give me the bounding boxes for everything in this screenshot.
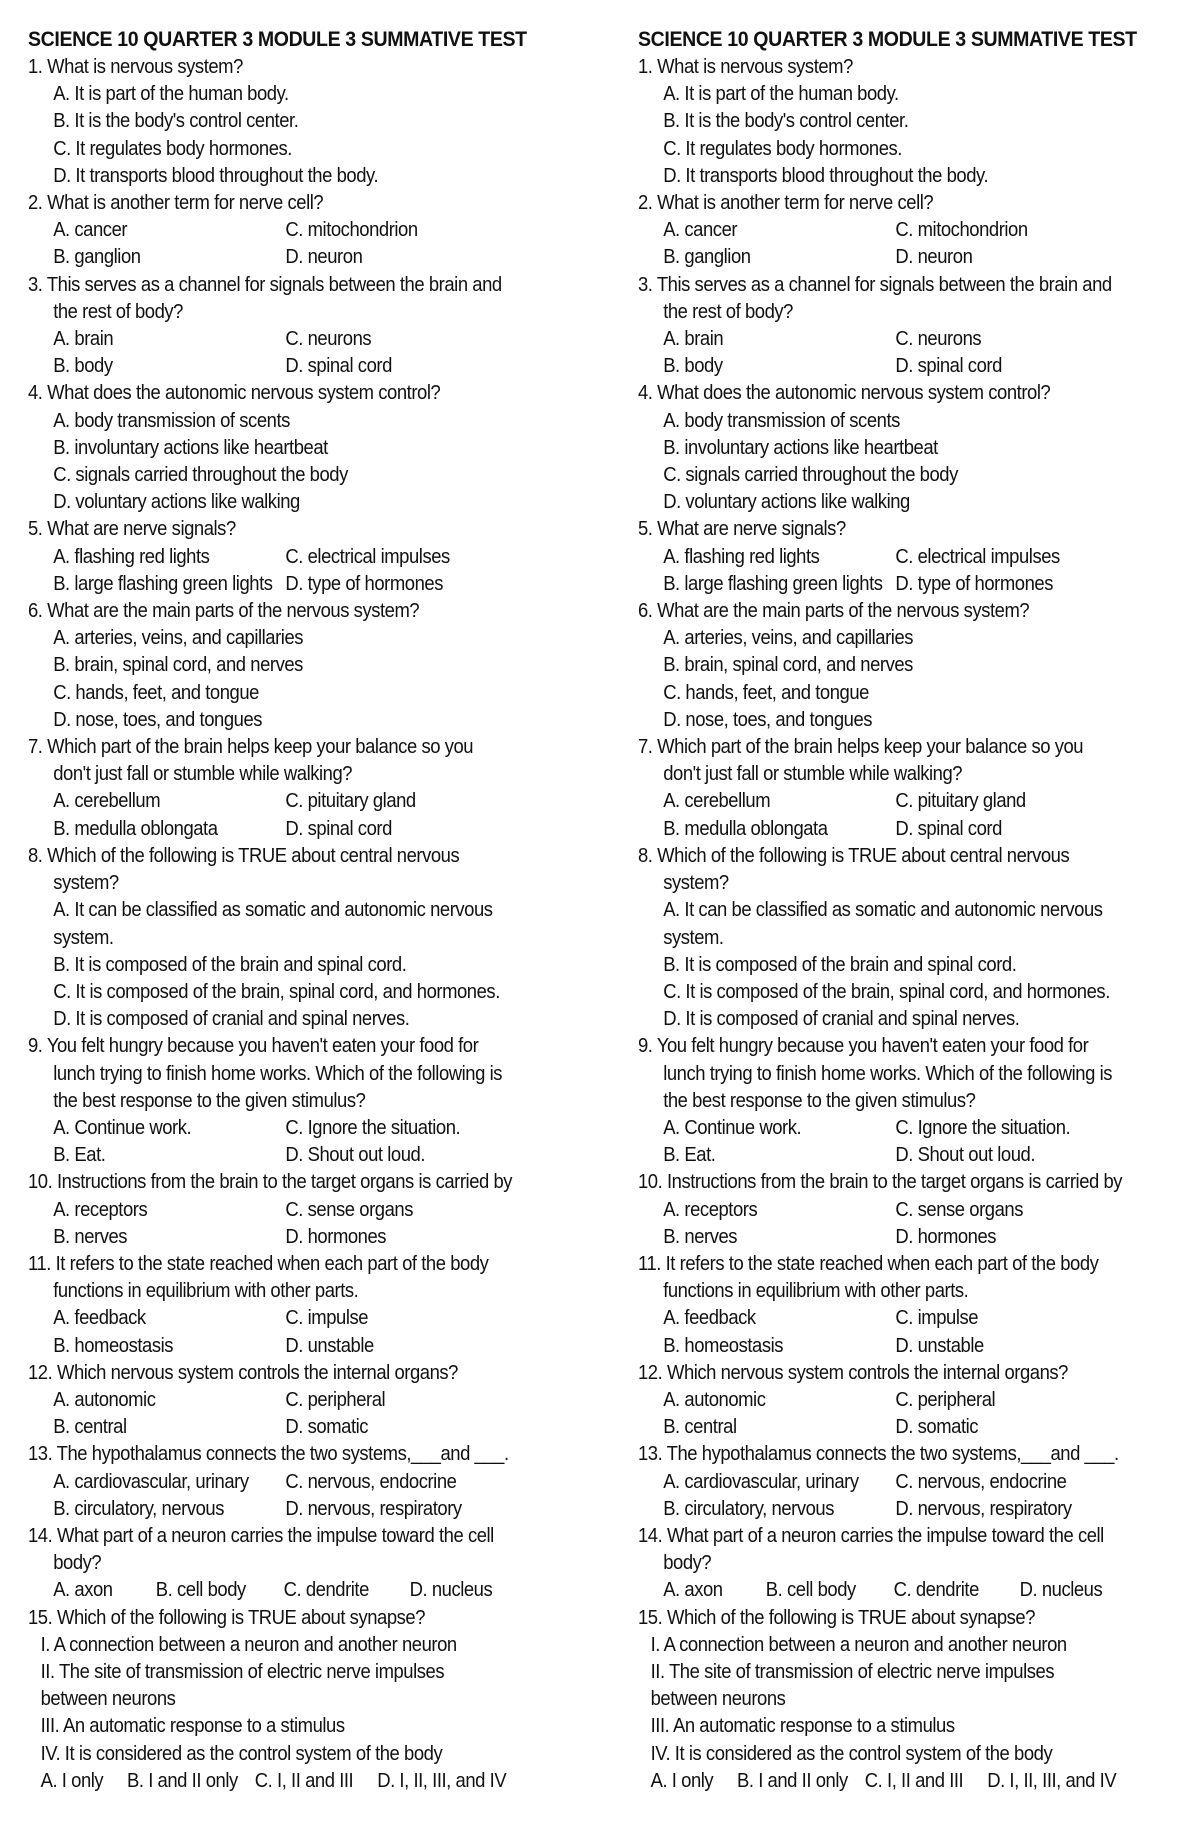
option-a: A. cancer — [663, 218, 738, 242]
option-a: A. axon — [53, 1578, 113, 1602]
option-a: A. flashing red lights — [53, 544, 210, 568]
option-c: C. peripheral — [285, 1387, 386, 1411]
option-d: D. I, II, III, and IV — [987, 1768, 1117, 1792]
option-b: B. large flashing green lights — [663, 571, 883, 595]
option-a: A. It is part of the human body. — [663, 82, 899, 106]
option-a: A. feedback — [53, 1306, 146, 1330]
option-c: C. I, II and III — [864, 1768, 964, 1792]
test-copy-left — [28, 26, 598, 1794]
test-title: SCIENCE 10 QUARTER 3 MODULE 3 SUMMATIVE TEST — [28, 28, 527, 51]
statement-iv: IV. It is considered as the control system of the body — [650, 1741, 1053, 1765]
question-stem: 5. What are nerve signals? — [28, 517, 236, 541]
question-stem: 10. Instructions from the brain to the target organs is carried by — [638, 1170, 1123, 1194]
question-14 — [638, 1522, 1200, 1604]
option-c: C. sense organs — [895, 1197, 1024, 1221]
option-a: A. receptors — [663, 1197, 758, 1221]
statement-ii-cont: between neurons — [650, 1687, 786, 1711]
option-b: B. medulla oblongata — [53, 816, 218, 840]
question-stem-cont: the rest of body? — [663, 299, 793, 323]
question-stem: 3. This serves as a channel for signals between the brain and — [638, 272, 1112, 296]
option-b: B. cell body — [765, 1578, 856, 1602]
option-a: A. It can be classified as somatic and autonomic nervous — [53, 898, 493, 922]
option-d: D. Shout out loud. — [285, 1143, 426, 1167]
question-stem: 7. Which part of the brain helps keep your balance so you — [28, 735, 474, 759]
option-b: B. I and II only — [127, 1768, 238, 1792]
question-12 — [28, 1359, 598, 1441]
question-stem: 14. What part of a neuron carries the impulse toward the cell — [638, 1523, 1104, 1547]
option-c: C. neurons — [895, 327, 982, 351]
question-stem: 2. What is another term for nerve cell? — [28, 191, 324, 215]
option-a: A. flashing red lights — [663, 544, 820, 568]
option-d: D. hormones — [895, 1224, 997, 1248]
question-stem: 4. What does the autonomic nervous system control? — [638, 381, 1051, 405]
option-b: B. It is composed of the brain and spinal cord. — [53, 952, 407, 976]
question-6 — [28, 597, 598, 733]
option-c: C. sense organs — [285, 1197, 414, 1221]
question-12 — [638, 1359, 1200, 1441]
question-stem: 12. Which nervous system controls the internal organs? — [28, 1360, 459, 1384]
option-d: D. spinal cord — [895, 816, 1002, 840]
option-a: A. cardiovascular, urinary — [53, 1469, 249, 1493]
question-stem: 7. Which part of the brain helps keep your balance so you — [638, 735, 1084, 759]
question-stem-cont: the best response to the given stimulus? — [53, 1088, 366, 1112]
question-stem: 8. Which of the following is TRUE about central nervous — [638, 843, 1070, 867]
option-d: D. nose, toes, and tongues — [663, 707, 873, 731]
option-b: B. I and II only — [737, 1768, 848, 1792]
option-d: D. hormones — [285, 1224, 387, 1248]
option-d: D. type of hormones — [285, 571, 443, 595]
option-c: C. electrical impulses — [285, 544, 450, 568]
option-b: B. Eat. — [663, 1143, 716, 1167]
option-d: D. neuron — [285, 245, 363, 269]
option-d: D. somatic — [895, 1415, 979, 1439]
question-stem: 13. The hypothalamus connects the two systems,___and ___. — [28, 1442, 509, 1466]
question-stem: 9. You felt hungry because you haven't eaten your food for — [638, 1034, 1089, 1058]
option-b: B. It is the body's control center. — [663, 109, 909, 133]
test-title: SCIENCE 10 QUARTER 3 MODULE 3 SUMMATIVE TEST — [638, 28, 1137, 51]
question-stem: 14. What part of a neuron carries the impulse toward the cell — [28, 1523, 494, 1547]
option-d: D. type of hormones — [895, 571, 1053, 595]
option-a: A. arteries, veins, and capillaries — [663, 626, 914, 650]
question-10 — [28, 1168, 598, 1250]
question-9 — [28, 1032, 598, 1168]
question-stem-cont: functions in equilibrium with other parts. — [53, 1279, 359, 1303]
question-9 — [638, 1032, 1200, 1168]
option-b: B. central — [663, 1415, 737, 1439]
question-stem-cont: don't just fall or stumble while walking? — [53, 762, 353, 786]
question-stem: 13. The hypothalamus connects the two systems,___and ___. — [638, 1442, 1119, 1466]
question-stem-cont: system? — [53, 871, 119, 895]
option-a: A. receptors — [53, 1197, 148, 1221]
option-d: D. spinal cord — [285, 816, 392, 840]
option-d: D. I, II, III, and IV — [377, 1768, 507, 1792]
option-d: D. voluntary actions like walking — [53, 490, 300, 514]
option-c: C. It is composed of the brain, spinal cord, and hormones. — [53, 979, 500, 1003]
question-11 — [28, 1250, 598, 1359]
option-a: A. cerebellum — [53, 789, 161, 813]
question-stem-cont: the best response to the given stimulus? — [663, 1088, 976, 1112]
option-a: A. autonomic — [663, 1387, 766, 1411]
question-stem: 11. It refers to the state reached when each part of the body — [638, 1251, 1099, 1275]
question-stem: 5. What are nerve signals? — [638, 517, 846, 541]
question-stem-cont: system? — [663, 871, 729, 895]
option-b: B. cell body — [155, 1578, 246, 1602]
statement-iii: III. An automatic response to a stimulus — [40, 1714, 345, 1738]
option-a: A. feedback — [663, 1306, 756, 1330]
option-c: C. mitochondrion — [895, 218, 1028, 242]
question-stem: 2. What is another term for nerve cell? — [638, 191, 934, 215]
option-b: B. medulla oblongata — [663, 816, 828, 840]
option-d: D. nervous, respiratory — [895, 1496, 1072, 1520]
option-c: C. hands, feet, and tongue — [53, 680, 259, 704]
option-c: C. Ignore the situation. — [285, 1115, 461, 1139]
option-a: A. It is part of the human body. — [53, 82, 289, 106]
option-c: C. Ignore the situation. — [895, 1115, 1071, 1139]
question-8 — [638, 842, 1200, 1032]
option-b: B. circulatory, nervous — [663, 1496, 835, 1520]
question-3 — [638, 271, 1200, 380]
question-8 — [28, 842, 598, 1032]
statement-i: I. A connection between a neuron and another neuron — [40, 1632, 457, 1656]
option-b: B. Eat. — [53, 1143, 106, 1167]
question-stem: 4. What does the autonomic nervous system control? — [28, 381, 441, 405]
question-7 — [28, 733, 598, 842]
option-a: A. body transmission of scents — [53, 408, 290, 432]
option-b: B. circulatory, nervous — [53, 1496, 225, 1520]
statement-iv: IV. It is considered as the control system of the body — [40, 1741, 443, 1765]
question-stem: 8. Which of the following is TRUE about central nervous — [28, 843, 460, 867]
statement-ii: II. The site of transmission of electric nerve impulses — [40, 1659, 445, 1683]
option-a-cont: system. — [53, 925, 114, 949]
question-2 — [638, 189, 1200, 271]
option-b: B. homeostasis — [663, 1333, 784, 1357]
option-c: C. nervous, endocrine — [285, 1469, 457, 1493]
option-d: D. neuron — [895, 245, 973, 269]
option-c: C. impulse — [285, 1306, 369, 1330]
question-13 — [638, 1440, 1200, 1522]
question-stem: 11. It refers to the state reached when each part of the body — [28, 1251, 489, 1275]
option-c: C. mitochondrion — [285, 218, 418, 242]
option-b: B. ganglion — [53, 245, 141, 269]
option-b: B. It is composed of the brain and spinal cord. — [663, 952, 1017, 976]
option-d: D. spinal cord — [895, 354, 1002, 378]
question-stem-cont: don't just fall or stumble while walking? — [663, 762, 963, 786]
option-c: C. electrical impulses — [895, 544, 1060, 568]
question-stem: 9. You felt hungry because you haven't eaten your food for — [28, 1034, 479, 1058]
option-c: C. dendrite — [893, 1578, 979, 1602]
option-a: A. brain — [53, 327, 114, 351]
question-6 — [638, 597, 1200, 733]
option-b: B. brain, spinal cord, and nerves — [53, 653, 303, 677]
option-c: C. neurons — [285, 327, 372, 351]
question-stem: 12. Which nervous system controls the internal organs? — [638, 1360, 1069, 1384]
question-stem: 1. What is nervous system? — [28, 55, 243, 78]
question-5 — [638, 515, 1200, 597]
option-d: D. voluntary actions like walking — [663, 490, 910, 514]
question-14 — [28, 1522, 598, 1604]
question-stem-cont: lunch trying to finish home works. Which of the following is — [53, 1061, 503, 1085]
option-a: A. I only — [650, 1768, 714, 1792]
question-10 — [638, 1168, 1200, 1250]
option-d: D. nucleus — [1019, 1578, 1103, 1602]
option-b: B. nerves — [663, 1224, 738, 1248]
question-13 — [28, 1440, 598, 1522]
option-b: B. ganglion — [663, 245, 751, 269]
question-stem: 15. Which of the following is TRUE about synapse? — [28, 1605, 426, 1629]
option-b: B. central — [53, 1415, 127, 1439]
question-stem-cont: body? — [53, 1551, 102, 1575]
option-a: A. axon — [663, 1578, 723, 1602]
option-d: D. somatic — [285, 1415, 369, 1439]
question-4 — [638, 379, 1200, 515]
question-15 — [638, 1604, 1200, 1794]
option-a: A. cancer — [53, 218, 128, 242]
option-c: C. impulse — [895, 1306, 979, 1330]
question-stem: 15. Which of the following is TRUE about synapse? — [638, 1605, 1036, 1629]
option-a-cont: system. — [663, 925, 724, 949]
question-stem-cont: body? — [663, 1551, 712, 1575]
option-b: B. homeostasis — [53, 1333, 174, 1357]
option-a: A. brain — [663, 327, 724, 351]
question-5 — [28, 515, 598, 597]
question-stem-cont: functions in equilibrium with other parts. — [663, 1279, 969, 1303]
question-1 — [28, 53, 598, 189]
option-c: C. dendrite — [283, 1578, 369, 1602]
option-a: A. Continue work. — [53, 1115, 192, 1139]
option-c: C. hands, feet, and tongue — [663, 680, 869, 704]
statement-ii: II. The site of transmission of electric nerve impulses — [650, 1659, 1055, 1683]
option-d: D. spinal cord — [285, 354, 392, 378]
option-d: D. unstable — [285, 1333, 374, 1357]
option-a: A. arteries, veins, and capillaries — [53, 626, 304, 650]
option-c: C. signals carried throughout the body — [663, 463, 958, 487]
option-b: B. body — [663, 354, 723, 378]
option-d: D. Shout out loud. — [895, 1143, 1036, 1167]
question-stem: 1. What is nervous system? — [638, 55, 853, 78]
option-d: D. It transports blood throughout the body. — [53, 163, 379, 187]
test-copy-right — [638, 26, 1200, 1794]
option-d: D. It is composed of cranial and spinal nerves. — [663, 1007, 1020, 1031]
option-c: C. It regulates body hormones. — [53, 136, 292, 160]
question-15 — [28, 1604, 598, 1794]
question-stem: 3. This serves as a channel for signals between the brain and — [28, 272, 502, 296]
question-stem: 10. Instructions from the brain to the target organs is carried by — [28, 1170, 513, 1194]
question-2 — [28, 189, 598, 271]
question-7 — [638, 733, 1200, 842]
option-d: D. It transports blood throughout the body. — [663, 163, 989, 187]
question-1 — [638, 53, 1200, 189]
question-11 — [638, 1250, 1200, 1359]
option-a: A. Continue work. — [663, 1115, 802, 1139]
statement-ii-cont: between neurons — [40, 1687, 176, 1711]
option-c: C. peripheral — [895, 1387, 996, 1411]
option-d: D. nose, toes, and tongues — [53, 707, 263, 731]
option-a: A. autonomic — [53, 1387, 156, 1411]
statement-i: I. A connection between a neuron and another neuron — [650, 1632, 1067, 1656]
question-stem: 6. What are the main parts of the nervous system? — [28, 599, 420, 623]
option-c: C. It is composed of the brain, spinal cord, and hormones. — [663, 979, 1110, 1003]
option-a: A. cerebellum — [663, 789, 771, 813]
question-stem-cont: lunch trying to finish home works. Which of the following is — [663, 1061, 1113, 1085]
statement-iii: III. An automatic response to a stimulus — [650, 1714, 955, 1738]
option-c: C. pituitary gland — [285, 789, 416, 813]
option-b: B. large flashing green lights — [53, 571, 273, 595]
option-c: C. I, II and III — [254, 1768, 354, 1792]
option-b: B. involuntary actions like heartbeat — [663, 435, 938, 459]
option-d: D. nucleus — [409, 1578, 493, 1602]
option-a: A. I only — [40, 1768, 104, 1792]
option-a: A. It can be classified as somatic and autonomic nervous — [663, 898, 1103, 922]
option-b: B. involuntary actions like heartbeat — [53, 435, 328, 459]
option-c: C. signals carried throughout the body — [53, 463, 348, 487]
option-a: A. body transmission of scents — [663, 408, 900, 432]
option-c: C. pituitary gland — [895, 789, 1026, 813]
question-4 — [28, 379, 598, 515]
option-b: B. nerves — [53, 1224, 128, 1248]
option-a: A. cardiovascular, urinary — [663, 1469, 859, 1493]
question-3 — [28, 271, 598, 380]
option-b: B. brain, spinal cord, and nerves — [663, 653, 913, 677]
option-d: D. unstable — [895, 1333, 984, 1357]
option-c: C. nervous, endocrine — [895, 1469, 1067, 1493]
question-stem: 6. What are the main parts of the nervous system? — [638, 599, 1030, 623]
option-b: B. body — [53, 354, 113, 378]
option-c: C. It regulates body hormones. — [663, 136, 902, 160]
option-b: B. It is the body's control center. — [53, 109, 299, 133]
option-d: D. nervous, respiratory — [285, 1496, 462, 1520]
question-stem-cont: the rest of body? — [53, 299, 183, 323]
option-d: D. It is composed of cranial and spinal nerves. — [53, 1007, 410, 1031]
